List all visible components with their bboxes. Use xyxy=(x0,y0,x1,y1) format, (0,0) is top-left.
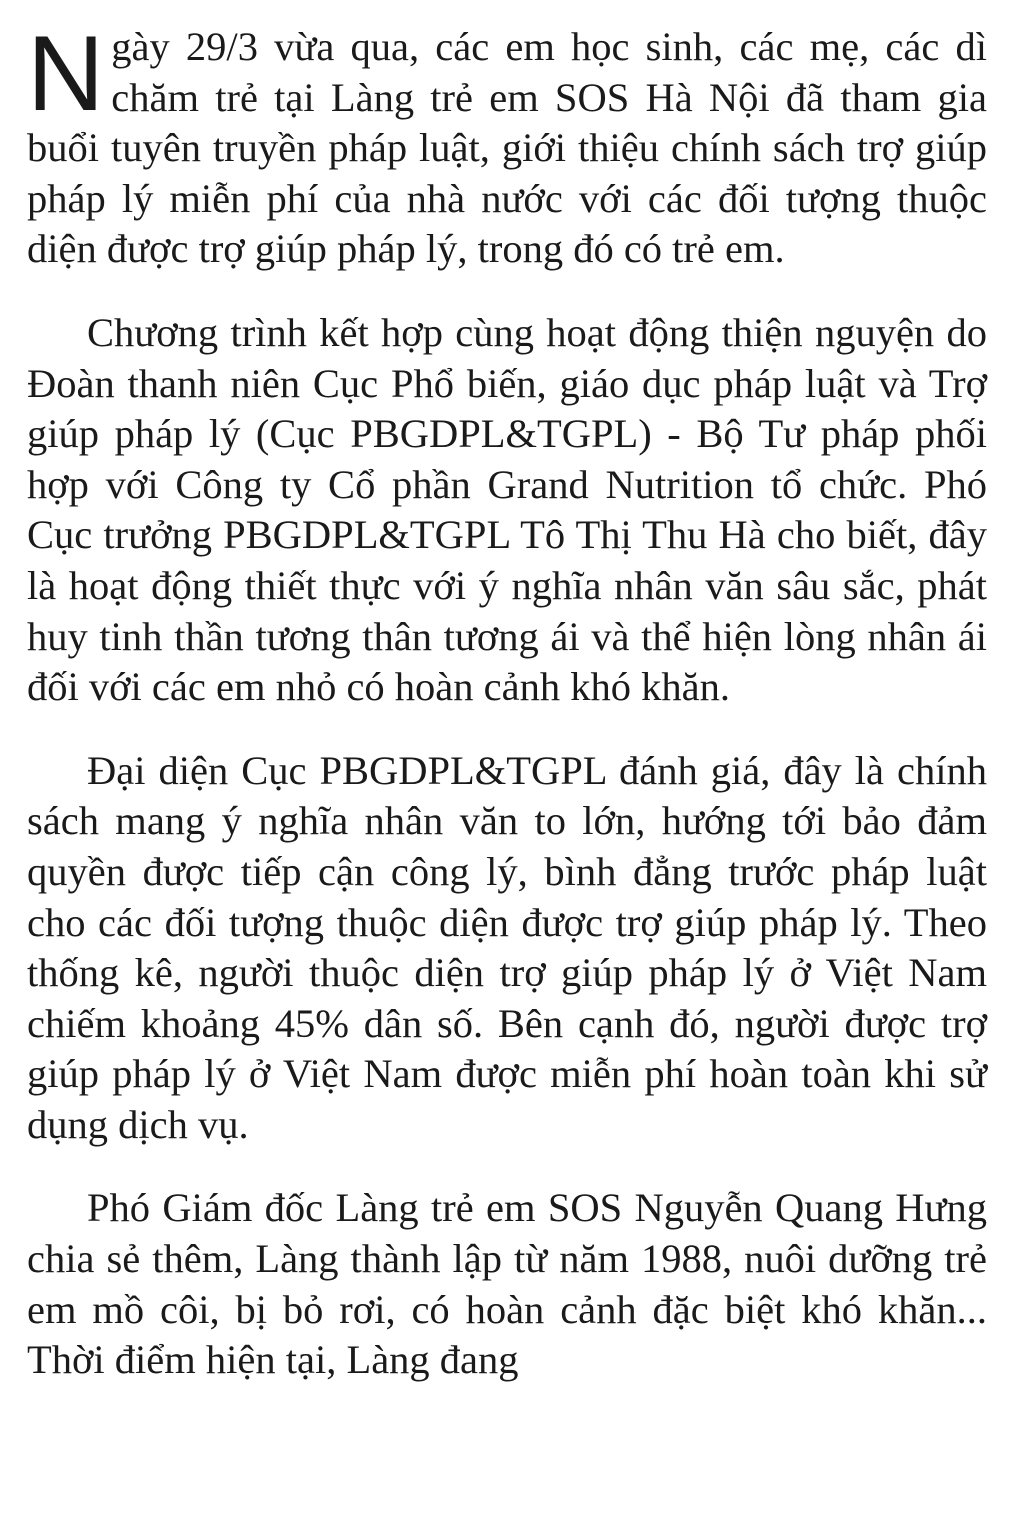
article-paragraph-3: Đại diện Cục PBGDPL&TGPL đánh giá, đây là chính sách mang ý nghĩa nhân văn to lớn, hướng tới bảo đảm quyền được tiếp cận công lý, bình đẳng trước pháp luật cho các đối tượng thuộc diện được trợ giúp pháp lý. Theo thống kê, người thuộc diện trợ giúp pháp lý ở Việt Nam chiếm khoảng 45% dân số. Bên cạnh đó, người được trợ giúp pháp lý ở Việt Nam được miễn phí hoàn toàn khi sử dụng dịch vụ. xyxy=(27,747,987,1147)
article-paragraph-4: Phó Giám đốc Làng trẻ em SOS Nguyễn Quang Hưng chia sẻ thêm, Làng thành lập từ năm 1988, nuôi dưỡng trẻ em mồ côi, bị bỏ rơi, có hoàn cảnh đặc biệt khó khăn... Thời điểm hiện tại, Làng đang xyxy=(27,1185,987,1383)
article-paragraph-2: Chương trình kết hợp cùng hoạt động thiện nguyện do Đoàn thanh niên Cục Phổ biến, giáo dục pháp luật và Trợ giúp pháp lý (Cục PBGDPL&TGPL) - Bộ Tư pháp phối hợp với Công ty Cổ phần Grand Nutrition tổ chức. Phó Cục trưởng PBGDPL&TGPL Tô Thị Thu Hà cho biết, đây là hoạt động thiết thực với ý nghĩa nhân văn sâu sắc, phát huy tinh thần tương thân tương ái và thể hiện lòng nhân ái đối với các em nhỏ có hoàn cảnh khó khăn. xyxy=(27,309,987,710)
article-paragraph-1 xyxy=(27,13,987,275)
drop-cap: N xyxy=(27,13,105,133)
paragraph-1-text: gày 29/3 vừa qua, các em học sinh, các mẹ, các dì chăm trẻ tại Làng trẻ em SOS Hà Nội đã tham gia buổi tuyên truyền pháp luật, giới thiệu chính sách trợ giúp pháp lý miễn phí của nhà nước với các đối tượng thuộc diện được trợ giúp pháp lý, trong đó có trẻ em. xyxy=(27,24,987,272)
article-body xyxy=(27,13,987,1419)
